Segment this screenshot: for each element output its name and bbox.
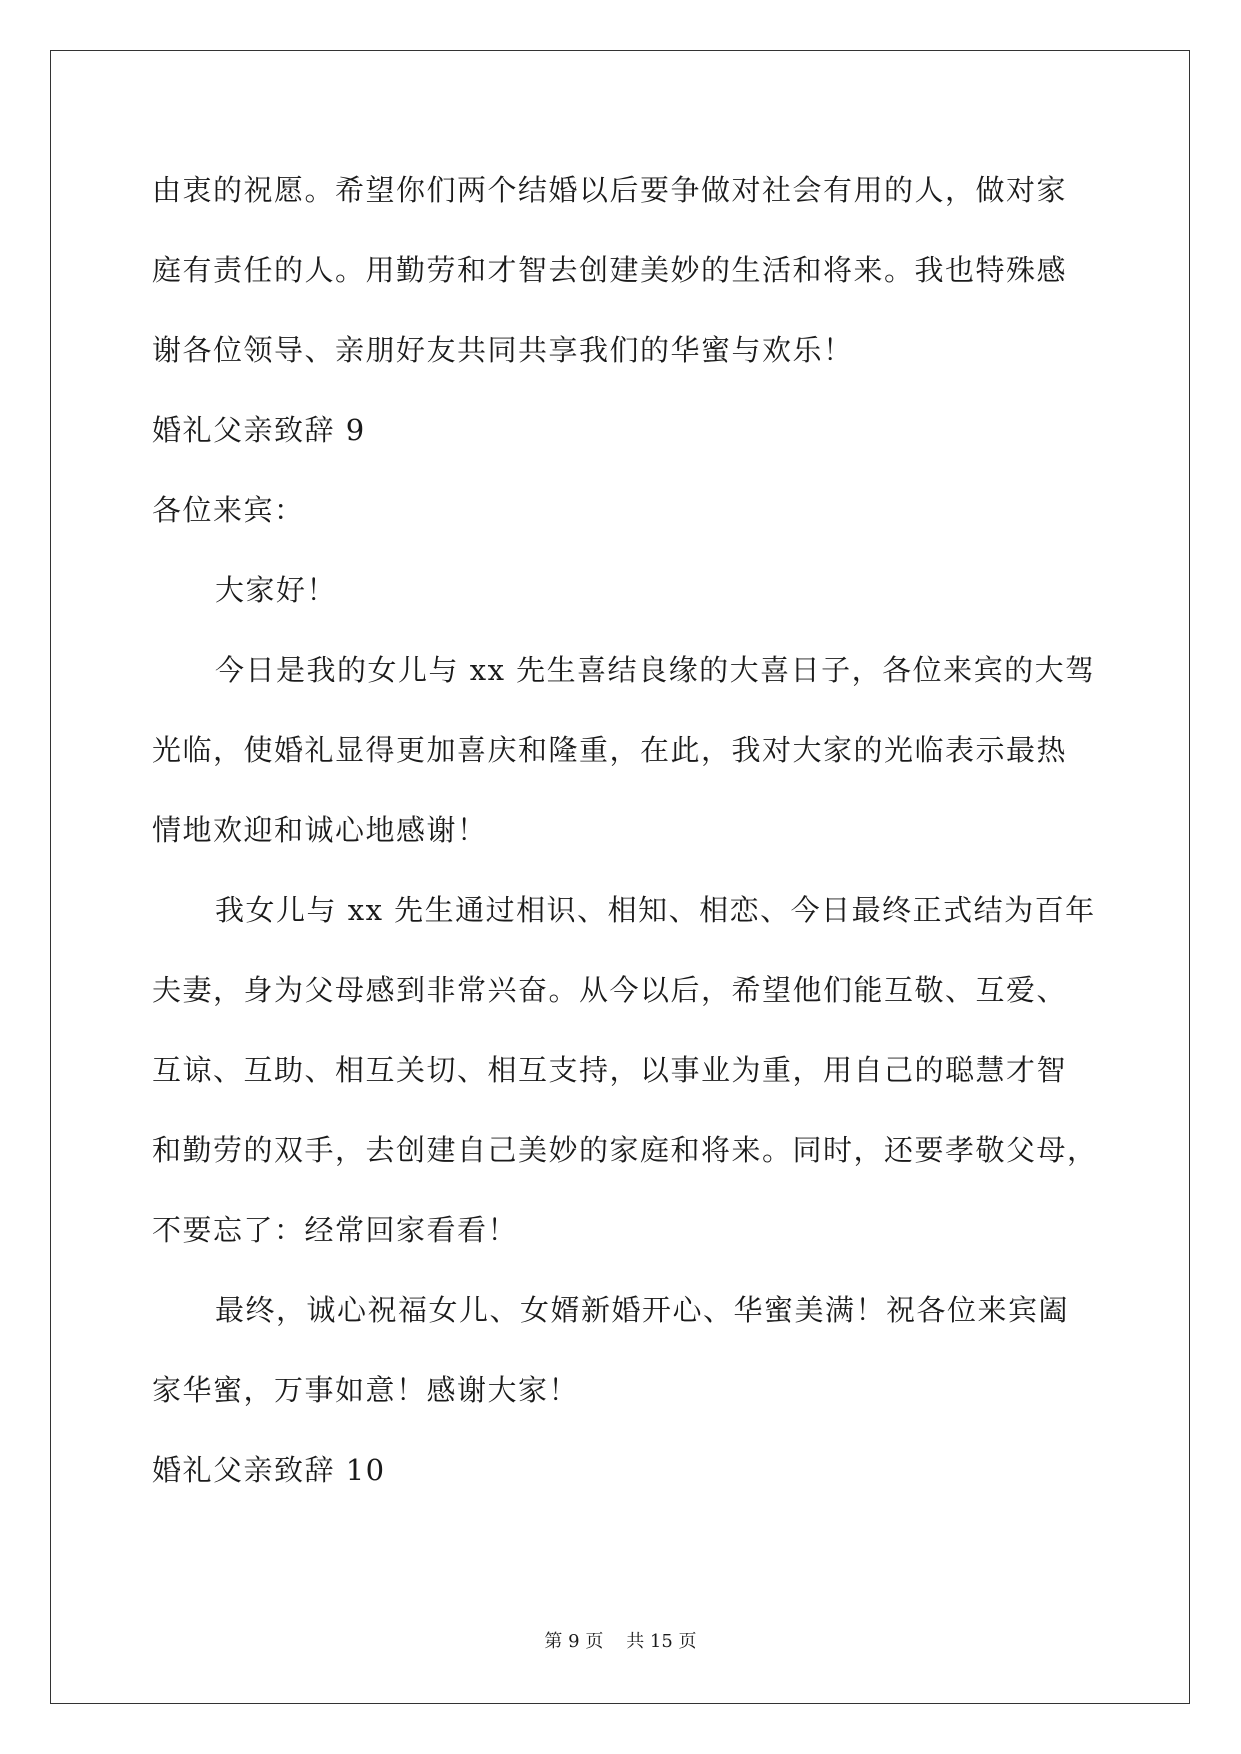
section-heading: 婚礼父亲致辞 9 bbox=[152, 413, 366, 447]
body-line: 光临，使婚礼显得更加喜庆和隆重，在此，我对大家的光临表示最热 bbox=[152, 733, 1068, 767]
body-line: 和勤劳的双手，去创建自己美妙的家庭和将来。同时，还要孝敬父母， bbox=[152, 1133, 1098, 1167]
body-line: 夫妻，身为父母感到非常兴奋。从今以后，希望他们能互敬、互爱、 bbox=[152, 973, 1068, 1007]
body-line: 不要忘了：经常回家看看！ bbox=[152, 1213, 519, 1247]
body-line: 我女儿与 xx 先生通过相识、相知、相恋、今日最终正式结为百年 bbox=[215, 893, 1096, 927]
page-number-footer: 第 9 页 共 15 页 bbox=[544, 1631, 697, 1652]
body-line: 谢各位领导、亲朋好友共同共享我们的华蜜与欢乐！ bbox=[152, 333, 854, 367]
body-line: 今日是我的女儿与 xx 先生喜结良缘的大喜日子，各位来宾的大驾 bbox=[215, 653, 1096, 687]
greeting: 大家好！ bbox=[215, 573, 338, 607]
body-line: 最终，诚心祝福女儿、女婿新婚开心、华蜜美满！祝各位来宾阖 bbox=[215, 1293, 1070, 1327]
salutation: 各位来宾： bbox=[152, 493, 305, 527]
body-line: 庭有责任的人。用勤劳和才智去创建美妙的生活和将来。我也特殊感 bbox=[152, 253, 1068, 287]
body-line: 家华蜜，万事如意！感谢大家！ bbox=[152, 1373, 580, 1407]
body-line: 互谅、互助、相互关切、相互支持，以事业为重，用自己的聪慧才智 bbox=[152, 1053, 1068, 1087]
section-heading: 婚礼父亲致辞 10 bbox=[152, 1453, 386, 1487]
body-line: 情地欢迎和诚心地感谢！ bbox=[152, 813, 488, 847]
body-line: 由衷的祝愿。希望你们两个结婚以后要争做对社会有用的人，做对家 bbox=[152, 173, 1068, 207]
